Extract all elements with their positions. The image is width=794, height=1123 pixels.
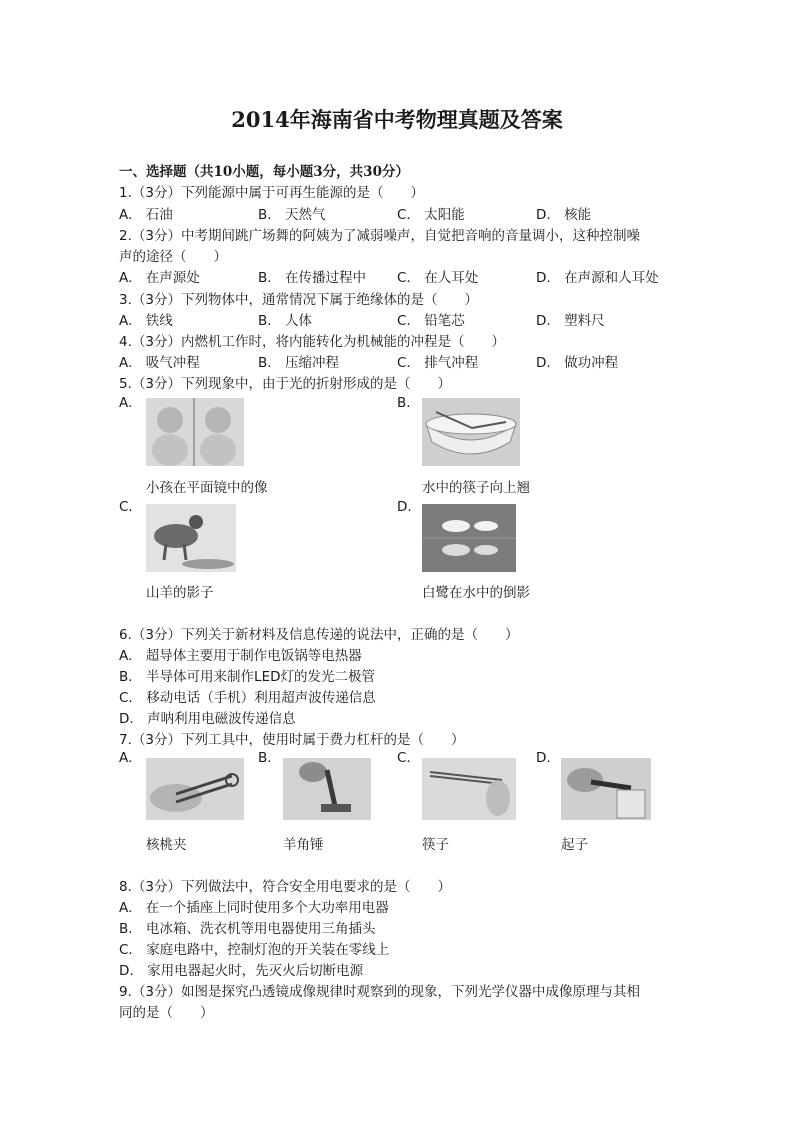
q8-option-c: C. 家庭电路中，控制灯泡的开关装在零线上 bbox=[119, 942, 390, 958]
q2-option-b: B. 在传播过程中 bbox=[258, 270, 367, 286]
question-9-stem-line1: 9.（3分）如图是探究凸透镜成像规律时观察到的现象，下列光学仪器中成像原理与其相 bbox=[119, 984, 640, 1000]
q7-option-b-label: B. bbox=[258, 750, 272, 766]
q7-option-a-caption: 核桃夹 bbox=[146, 837, 187, 853]
q1-option-c: C. 太阳能 bbox=[397, 207, 465, 223]
question-9-stem-line2: 同的是（ ） bbox=[119, 1005, 214, 1021]
q4-option-c: C. 排气冲程 bbox=[397, 355, 479, 371]
question-8-stem: 8.（3分）下列做法中，符合安全用电要求的是（ ） bbox=[119, 879, 451, 895]
q7-option-d-caption: 起子 bbox=[561, 837, 588, 853]
q8-option-d: D. 家用电器起火时，先灭火后切断电源 bbox=[119, 963, 364, 979]
question-1-stem: 1.（3分）下列能源中属于可再生能源的是（ ） bbox=[119, 185, 424, 201]
q3-option-b: B. 人体 bbox=[258, 313, 313, 329]
q3-option-a: A. 铁线 bbox=[119, 313, 173, 329]
q6-option-a: A. 超导体主要用于制作电饭锅等电热器 bbox=[119, 648, 362, 664]
chopsticks-image bbox=[422, 758, 516, 820]
q2-option-a: A. 在声源处 bbox=[119, 270, 200, 286]
goat-shadow-image bbox=[146, 504, 236, 572]
question-4-stem: 4.（3分）内燃机工作时，将内能转化为机械能的冲程是（ ） bbox=[119, 334, 505, 350]
q3-option-d: D. 塑料尺 bbox=[536, 313, 605, 329]
q7-option-c-label: C. bbox=[397, 750, 411, 766]
q4-option-b: B. 压缩冲程 bbox=[258, 355, 340, 371]
section-heading: 一、选择题（共10小题，每小题3分，共30分） bbox=[119, 164, 409, 180]
question-6-stem: 6.（3分）下列关于新材料及信息传递的说法中，正确的是（ ） bbox=[119, 627, 519, 643]
q5-option-b-caption: 水中的筷子向上翘 bbox=[422, 480, 530, 496]
q6-option-b: B. 半导体可用来制作LED灯的发光二极管 bbox=[119, 669, 375, 685]
q2-option-d: D. 在声源和人耳处 bbox=[536, 270, 659, 286]
q7-option-b-caption: 羊角锤 bbox=[283, 837, 324, 853]
q5-option-d-caption: 白鹭在水中的倒影 bbox=[422, 585, 530, 601]
q6-option-d: D. 声呐利用电磁波传递信息 bbox=[119, 711, 296, 727]
q5-option-a-caption: 小孩在平面镜中的像 bbox=[146, 480, 268, 496]
question-5-stem: 5.（3分）下列现象中，由于光的折射形成的是（ ） bbox=[119, 376, 451, 392]
q2-option-c: C. 在人耳处 bbox=[397, 270, 479, 286]
q7-option-d-label: D. bbox=[536, 750, 551, 766]
q4-option-a: A. 吸气冲程 bbox=[119, 355, 200, 371]
q5-option-b-label: B. bbox=[397, 395, 411, 411]
chopsticks-in-bowl-image bbox=[422, 398, 520, 466]
question-2-stem-line2: 声的途径（ ） bbox=[119, 249, 227, 265]
q5-option-c-label: C. bbox=[119, 499, 133, 515]
q8-option-a: A. 在一个插座上同时使用多个大功率用电器 bbox=[119, 900, 389, 916]
question-3-stem: 3.（3分）下列物体中，通常情况下属于绝缘体的是（ ） bbox=[119, 292, 478, 308]
q7-option-a-label: A. bbox=[119, 750, 133, 766]
q8-option-b: B. 电冰箱、洗衣机等用电器使用三角插头 bbox=[119, 921, 376, 937]
egret-reflection-image bbox=[422, 504, 516, 572]
bottle-opener-image bbox=[561, 758, 651, 820]
nutcracker-image bbox=[146, 758, 244, 820]
mirror-baby-image bbox=[146, 398, 244, 466]
q6-option-c: C. 移动电话（手机）利用超声波传递信息 bbox=[119, 690, 376, 706]
question-2-stem-line1: 2.（3分）中考期间跳广场舞的阿姨为了减弱噪声，自觉把音响的音量调小，这种控制噪 bbox=[119, 228, 640, 244]
q1-option-b: B. 天然气 bbox=[258, 207, 326, 223]
q1-option-d: D. 核能 bbox=[536, 207, 592, 223]
q4-option-d: D. 做功冲程 bbox=[536, 355, 619, 371]
q5-option-d-label: D. bbox=[397, 499, 412, 515]
q1-option-a: A. 石油 bbox=[119, 207, 173, 223]
q5-option-a-label: A. bbox=[119, 395, 133, 411]
q7-option-c-caption: 筷子 bbox=[422, 837, 449, 853]
q5-option-c-caption: 山羊的影子 bbox=[146, 585, 214, 601]
page-title: 2014年海南省中考物理真题及答案 bbox=[231, 107, 563, 132]
question-7-stem: 7.（3分）下列工具中，使用时属于费力杠杆的是（ ） bbox=[119, 732, 465, 748]
claw-hammer-image bbox=[283, 758, 371, 820]
q3-option-c: C. 铅笔芯 bbox=[397, 313, 465, 329]
